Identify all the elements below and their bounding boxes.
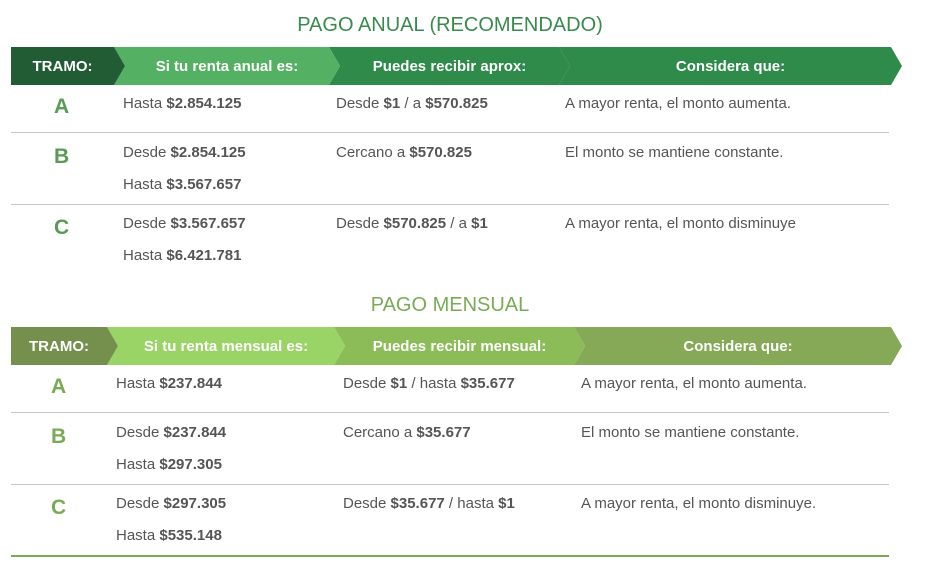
mensual-row-c (11, 488, 889, 554)
recibir-value: Desde $1 / hasta $35.677 (343, 375, 515, 392)
row-divider (11, 132, 889, 133)
anual-section-title: PAGO ANUAL (RECOMENDADO) (297, 14, 603, 36)
considera-text: A mayor renta, el monto aumenta. (581, 375, 807, 392)
tramo-letter: B (54, 145, 70, 168)
table-bottom-border (11, 555, 889, 557)
header-recibir-aprox: Puedes recibir aprox: (372, 57, 527, 75)
renta-line: Hasta $3.567.657 (123, 176, 242, 193)
mensual-section-title: PAGO MENSUAL (370, 294, 530, 316)
recibir-value: Desde $35.677 / hasta $1 (343, 495, 515, 512)
tramo-letter: C (51, 496, 67, 519)
header-tramo: TRAMO: (32, 57, 93, 75)
renta-line: Hasta $2.854.125 (123, 95, 242, 112)
header-considera: Considera que: (683, 337, 793, 355)
renta-line: Hasta $237.844 (116, 375, 222, 392)
anual-row-b (11, 137, 889, 203)
considera-text: A mayor renta, el monto disminuye. (581, 495, 817, 512)
recibir-value: Cercano a $570.825 (336, 144, 472, 161)
considera-text: El monto se mantiene constante. (565, 144, 784, 161)
tramo-letter: B (51, 425, 67, 448)
renta-line: Desde $3.567.657 (123, 215, 246, 232)
anual-table-header (11, 47, 902, 85)
row-divider (11, 484, 889, 485)
header-recibir-mensual: Puedes recibir mensual: (372, 337, 547, 355)
renta-line: Desde $2.854.125 (123, 144, 246, 161)
tramo-letter: A (51, 375, 67, 398)
row-divider (11, 412, 889, 413)
recibir-value: Desde $1 / a $570.825 (336, 95, 488, 112)
considera-text: El monto se mantiene constante. (581, 424, 800, 441)
recibir-value: Cercano a $35.677 (343, 424, 471, 441)
renta-line: Hasta $6.421.781 (123, 247, 242, 264)
header-renta-anual: Si tu renta anual es: (155, 57, 299, 75)
considera-text: A mayor renta, el monto disminuye (565, 215, 796, 232)
header-tramo: TRAMO: (29, 337, 89, 355)
tramo-letter: C (54, 216, 70, 239)
renta-line: Desde $297.305 (116, 495, 227, 512)
header-considera: Considera que: (675, 57, 786, 75)
tramo-letter: A (54, 95, 70, 118)
renta-line: Hasta $297.305 (116, 456, 222, 473)
header-renta-mensual: Si tu renta mensual es: (143, 337, 309, 355)
row-divider (11, 204, 889, 205)
anual-row-a (11, 88, 889, 132)
anual-row-c (11, 208, 889, 274)
renta-line: Hasta $535.148 (116, 527, 222, 544)
recibir-value: Desde $570.825 / a $1 (336, 215, 488, 232)
considera-text: A mayor renta, el monto aumenta. (565, 95, 791, 112)
mensual-table-header (11, 327, 902, 365)
renta-line: Desde $237.844 (116, 424, 227, 441)
mensual-row-b (11, 417, 889, 483)
mensual-row-a (11, 368, 889, 412)
